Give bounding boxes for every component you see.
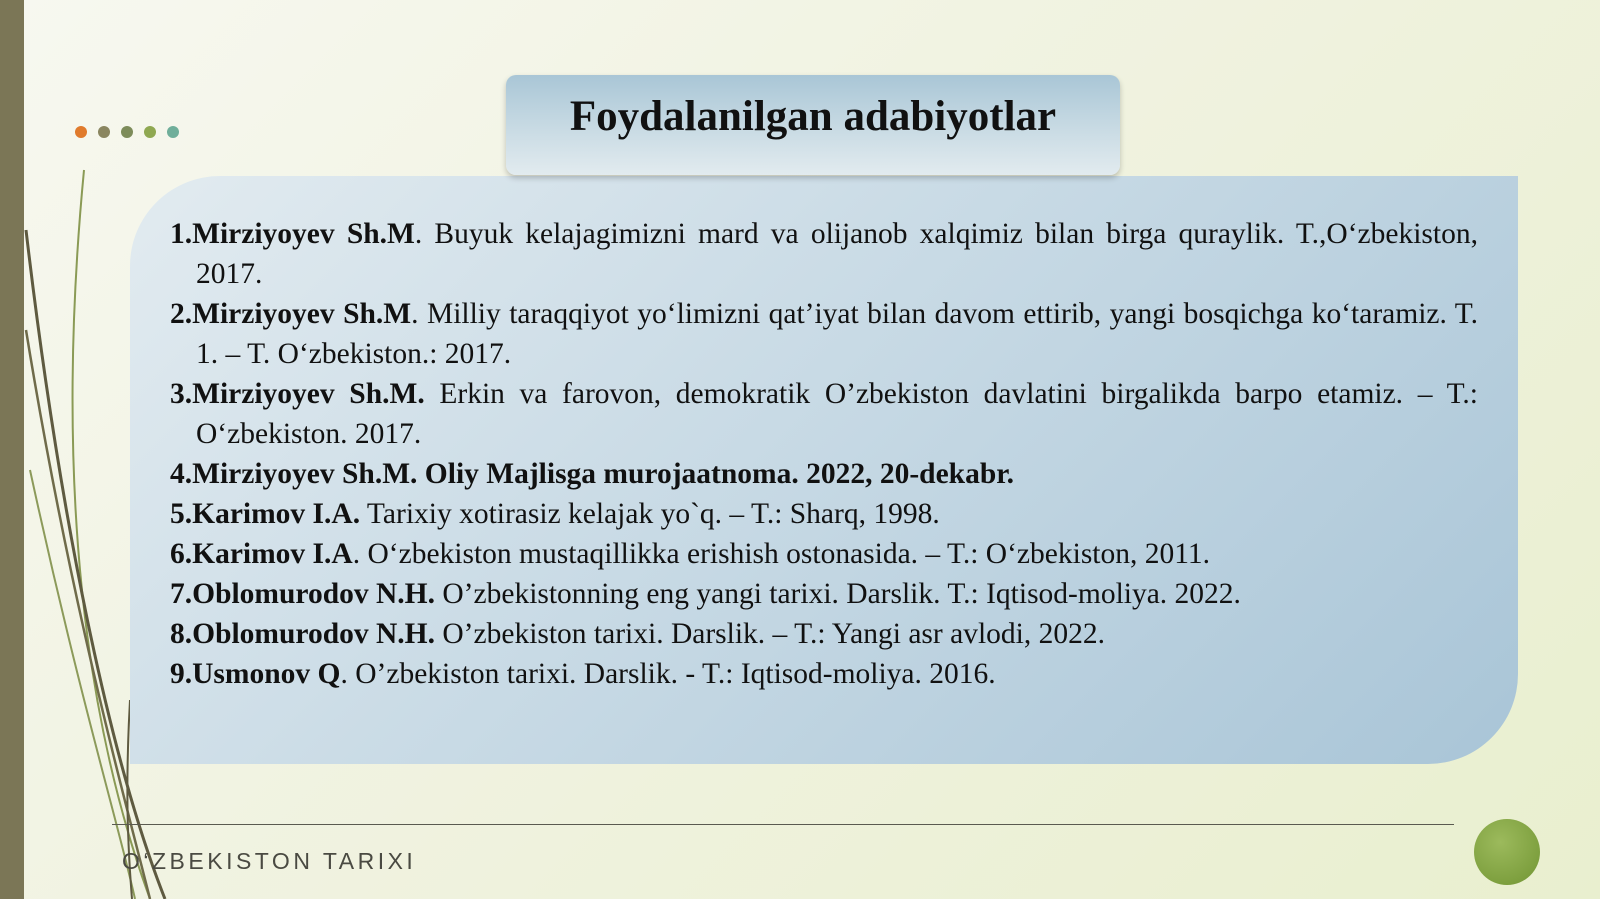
reference-text: . Buyuk kelajagimizni mard va olijanob xalqimiz bilan birga quraylik. T.,O‘zbekiston, 2017. xyxy=(196,218,1478,290)
dot-2 xyxy=(98,126,110,138)
reference-number: 4. xyxy=(170,458,193,490)
reference-author: Oblomurodov N.H. xyxy=(192,578,435,610)
reference-item xyxy=(170,534,1478,574)
reference-item xyxy=(170,294,1478,374)
reference-author: Oblomurodov N.H. xyxy=(192,618,435,650)
reference-text: Tarixiy xotirasiz kelajak yo`q. – T.: Sharq, 1998. xyxy=(360,498,940,530)
reference-text: O’zbekiston tarixi. Darslik. – T.: Yangi asr avlodi, 2022. xyxy=(435,618,1105,650)
dot-1 xyxy=(75,126,87,138)
reference-item xyxy=(170,654,1478,694)
reference-number: 2. xyxy=(170,298,193,330)
title-box xyxy=(506,75,1120,175)
reference-author: Mirziyoyev Sh.M. Oliy Majlisga murojaatnoma. 2022, 20-dekabr xyxy=(192,458,1007,490)
reference-author: Mirziyoyev Sh.M xyxy=(192,218,415,250)
reference-text: . xyxy=(1006,458,1014,490)
reference-item xyxy=(170,614,1478,654)
reference-item xyxy=(170,214,1478,294)
reference-author: Usmonov Q xyxy=(192,658,341,690)
reference-item xyxy=(170,494,1478,534)
reference-text: . O’zbekiston tarixi. Darslik. - T.: Iqtisod-moliya. 2016. xyxy=(340,658,996,690)
reference-list xyxy=(170,214,1478,694)
decorative-dots xyxy=(75,126,179,138)
reference-number: 1. xyxy=(170,218,193,250)
left-accent-bar xyxy=(0,0,24,899)
reference-text: Erkin va farovon, demokratik O’zbekiston davlatini birgalikda barpo etamiz. – T.: O‘zbekiston. 2017. xyxy=(196,378,1478,450)
slide-title: Foydalanilgan adabiyotlar xyxy=(569,92,1057,140)
reference-author: Karimov I.A xyxy=(192,538,353,570)
footer-label: O‘ZBEKISTON TARIXI xyxy=(122,848,417,874)
reference-item xyxy=(170,374,1478,454)
reference-number: 7. xyxy=(170,578,193,610)
reference-item xyxy=(170,574,1478,614)
reference-author: Mirziyoyev Sh.M. xyxy=(192,378,425,410)
reference-text: . Milliy taraqqiyot yo‘limizni qat’iyat bilan davom ettirib, yangi bosqichga ko‘taramiz. T. 1. – T. O‘zbekiston.: 2017. xyxy=(196,298,1478,370)
dot-3 xyxy=(121,126,133,138)
dot-5 xyxy=(167,126,179,138)
reference-number: 6. xyxy=(170,538,193,570)
reference-item xyxy=(170,454,1478,494)
reference-number: 3. xyxy=(170,378,193,410)
dot-4 xyxy=(144,126,156,138)
reference-author: Karimov I.A. xyxy=(192,498,361,530)
reference-author: Mirziyoyev Sh.M xyxy=(192,298,412,330)
reference-number: 9. xyxy=(170,658,193,690)
footer-divider xyxy=(112,824,1454,825)
page-number-circle xyxy=(1474,819,1540,885)
reference-text: . O‘zbekiston mustaqillikka erishish ostonasida. – T.: O‘zbekiston, 2011. xyxy=(352,538,1211,570)
reference-number: 5. xyxy=(170,498,193,530)
reference-number: 8. xyxy=(170,618,193,650)
reference-text: O’zbekistonning eng yangi tarixi. Darslik. T.: Iqtisod-moliya. 2022. xyxy=(435,578,1241,610)
